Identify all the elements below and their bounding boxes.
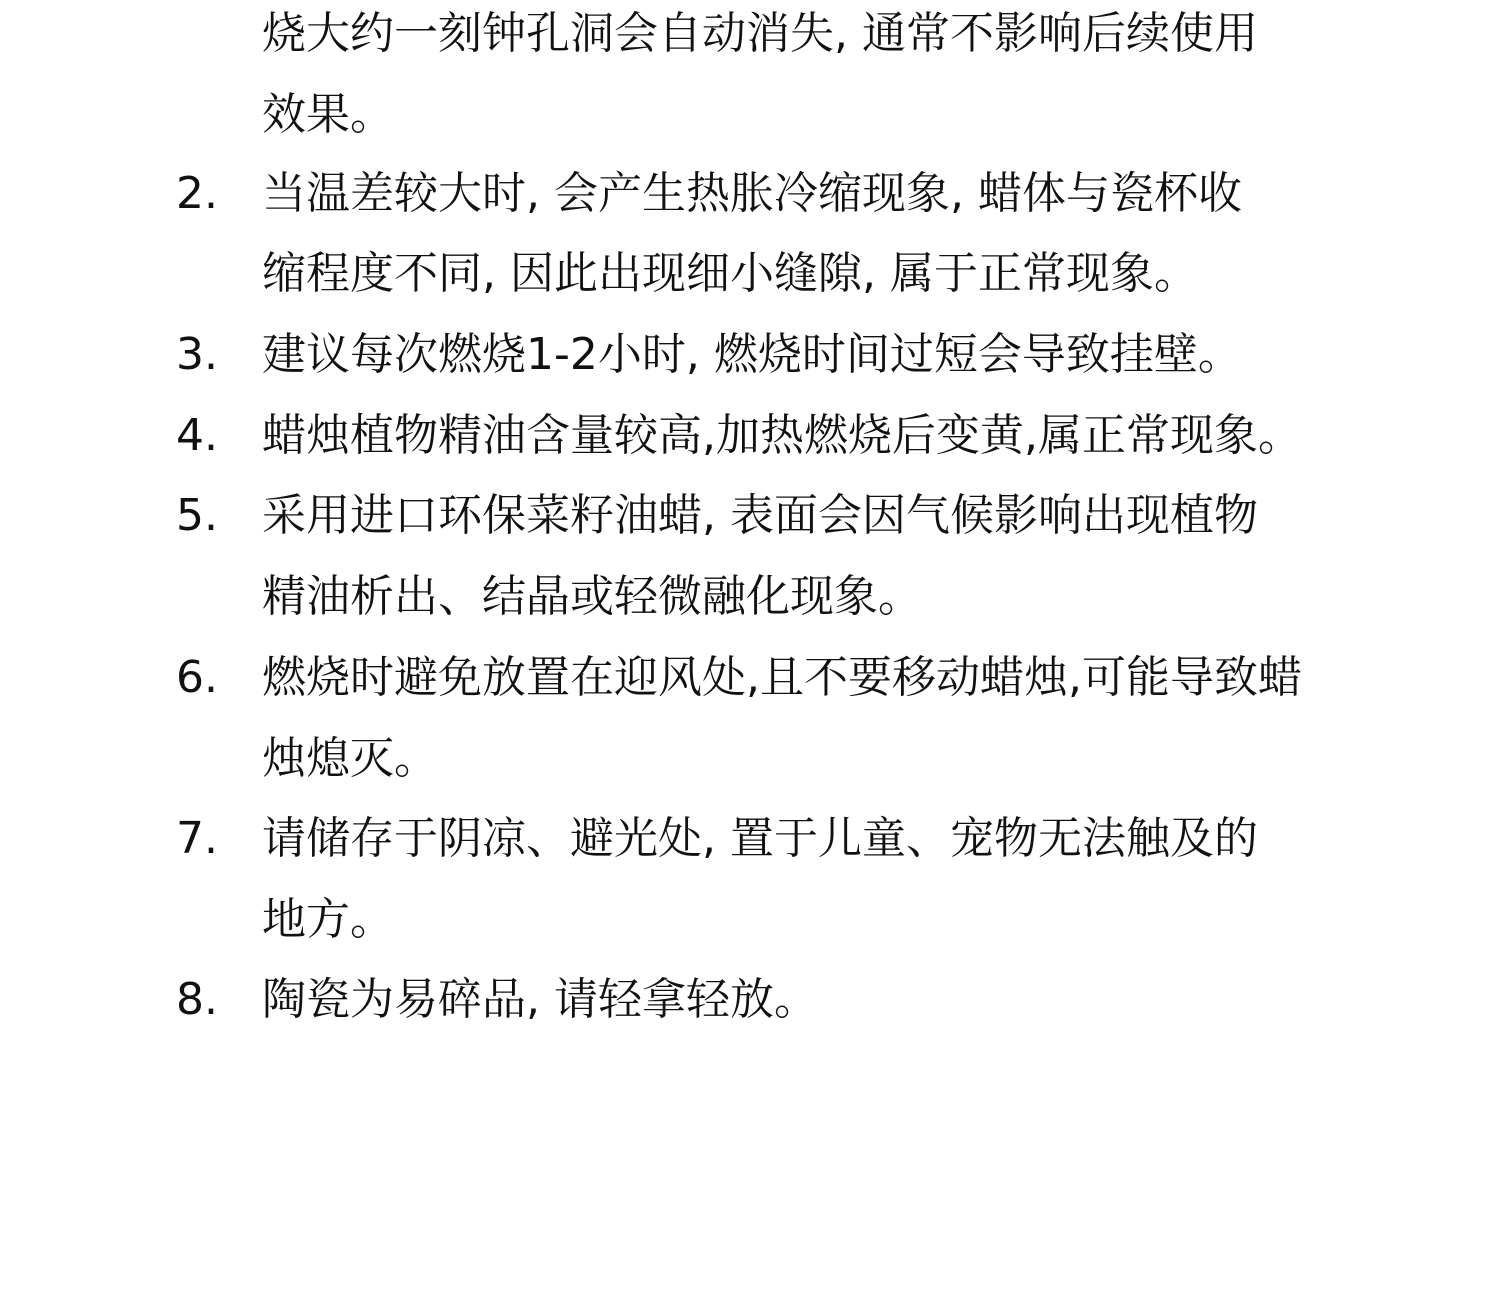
item-8-line-1: 陶瓷为易碎品, 请轻拿轻放。 — [262, 974, 818, 1025]
item-number: 4. — [176, 410, 218, 461]
item-number: 7. — [176, 813, 218, 864]
item-number: 6. — [176, 652, 218, 703]
item-1-continuation-line-1: 烧大约一刻钟孔洞会自动消失, 通常不影响后续使用 — [262, 8, 1258, 59]
item-2-line-1: 当温差较大时, 会产生热胀冷缩现象, 蜡体与瓷杯收 — [262, 168, 1242, 219]
item-1-continuation-line-2: 效果。 — [262, 89, 394, 140]
item-5-line-2: 精油析出、结晶或轻微融化现象。 — [262, 571, 922, 622]
item-6-line-2: 烛熄灭。 — [262, 733, 438, 784]
item-number: 5. — [176, 490, 218, 541]
item-number: 2. — [176, 168, 218, 219]
item-number: 8. — [176, 974, 218, 1025]
item-6-line-1: 燃烧时避免放置在迎风处,且不要移动蜡烛,可能导致蜡 — [262, 652, 1302, 703]
item-3-line-1: 建议每次燃烧1-2小时, 燃烧时间过短会导致挂壁。 — [262, 329, 1242, 380]
item-4-line-1: 蜡烛植物精油含量较高,加热燃烧后变黄,属正常现象。 — [262, 410, 1302, 461]
item-7-line-2: 地方。 — [262, 894, 394, 945]
item-7-line-1: 请储存于阴凉、避光处, 置于儿童、宠物无法触及的 — [262, 813, 1258, 864]
item-number: 3. — [176, 329, 218, 380]
item-2-line-2: 缩程度不同, 因此出现细小缝隙, 属于正常现象。 — [262, 248, 1198, 299]
item-5-line-1: 采用进口环保菜籽油蜡, 表面会因气候影响出现植物 — [262, 490, 1258, 541]
